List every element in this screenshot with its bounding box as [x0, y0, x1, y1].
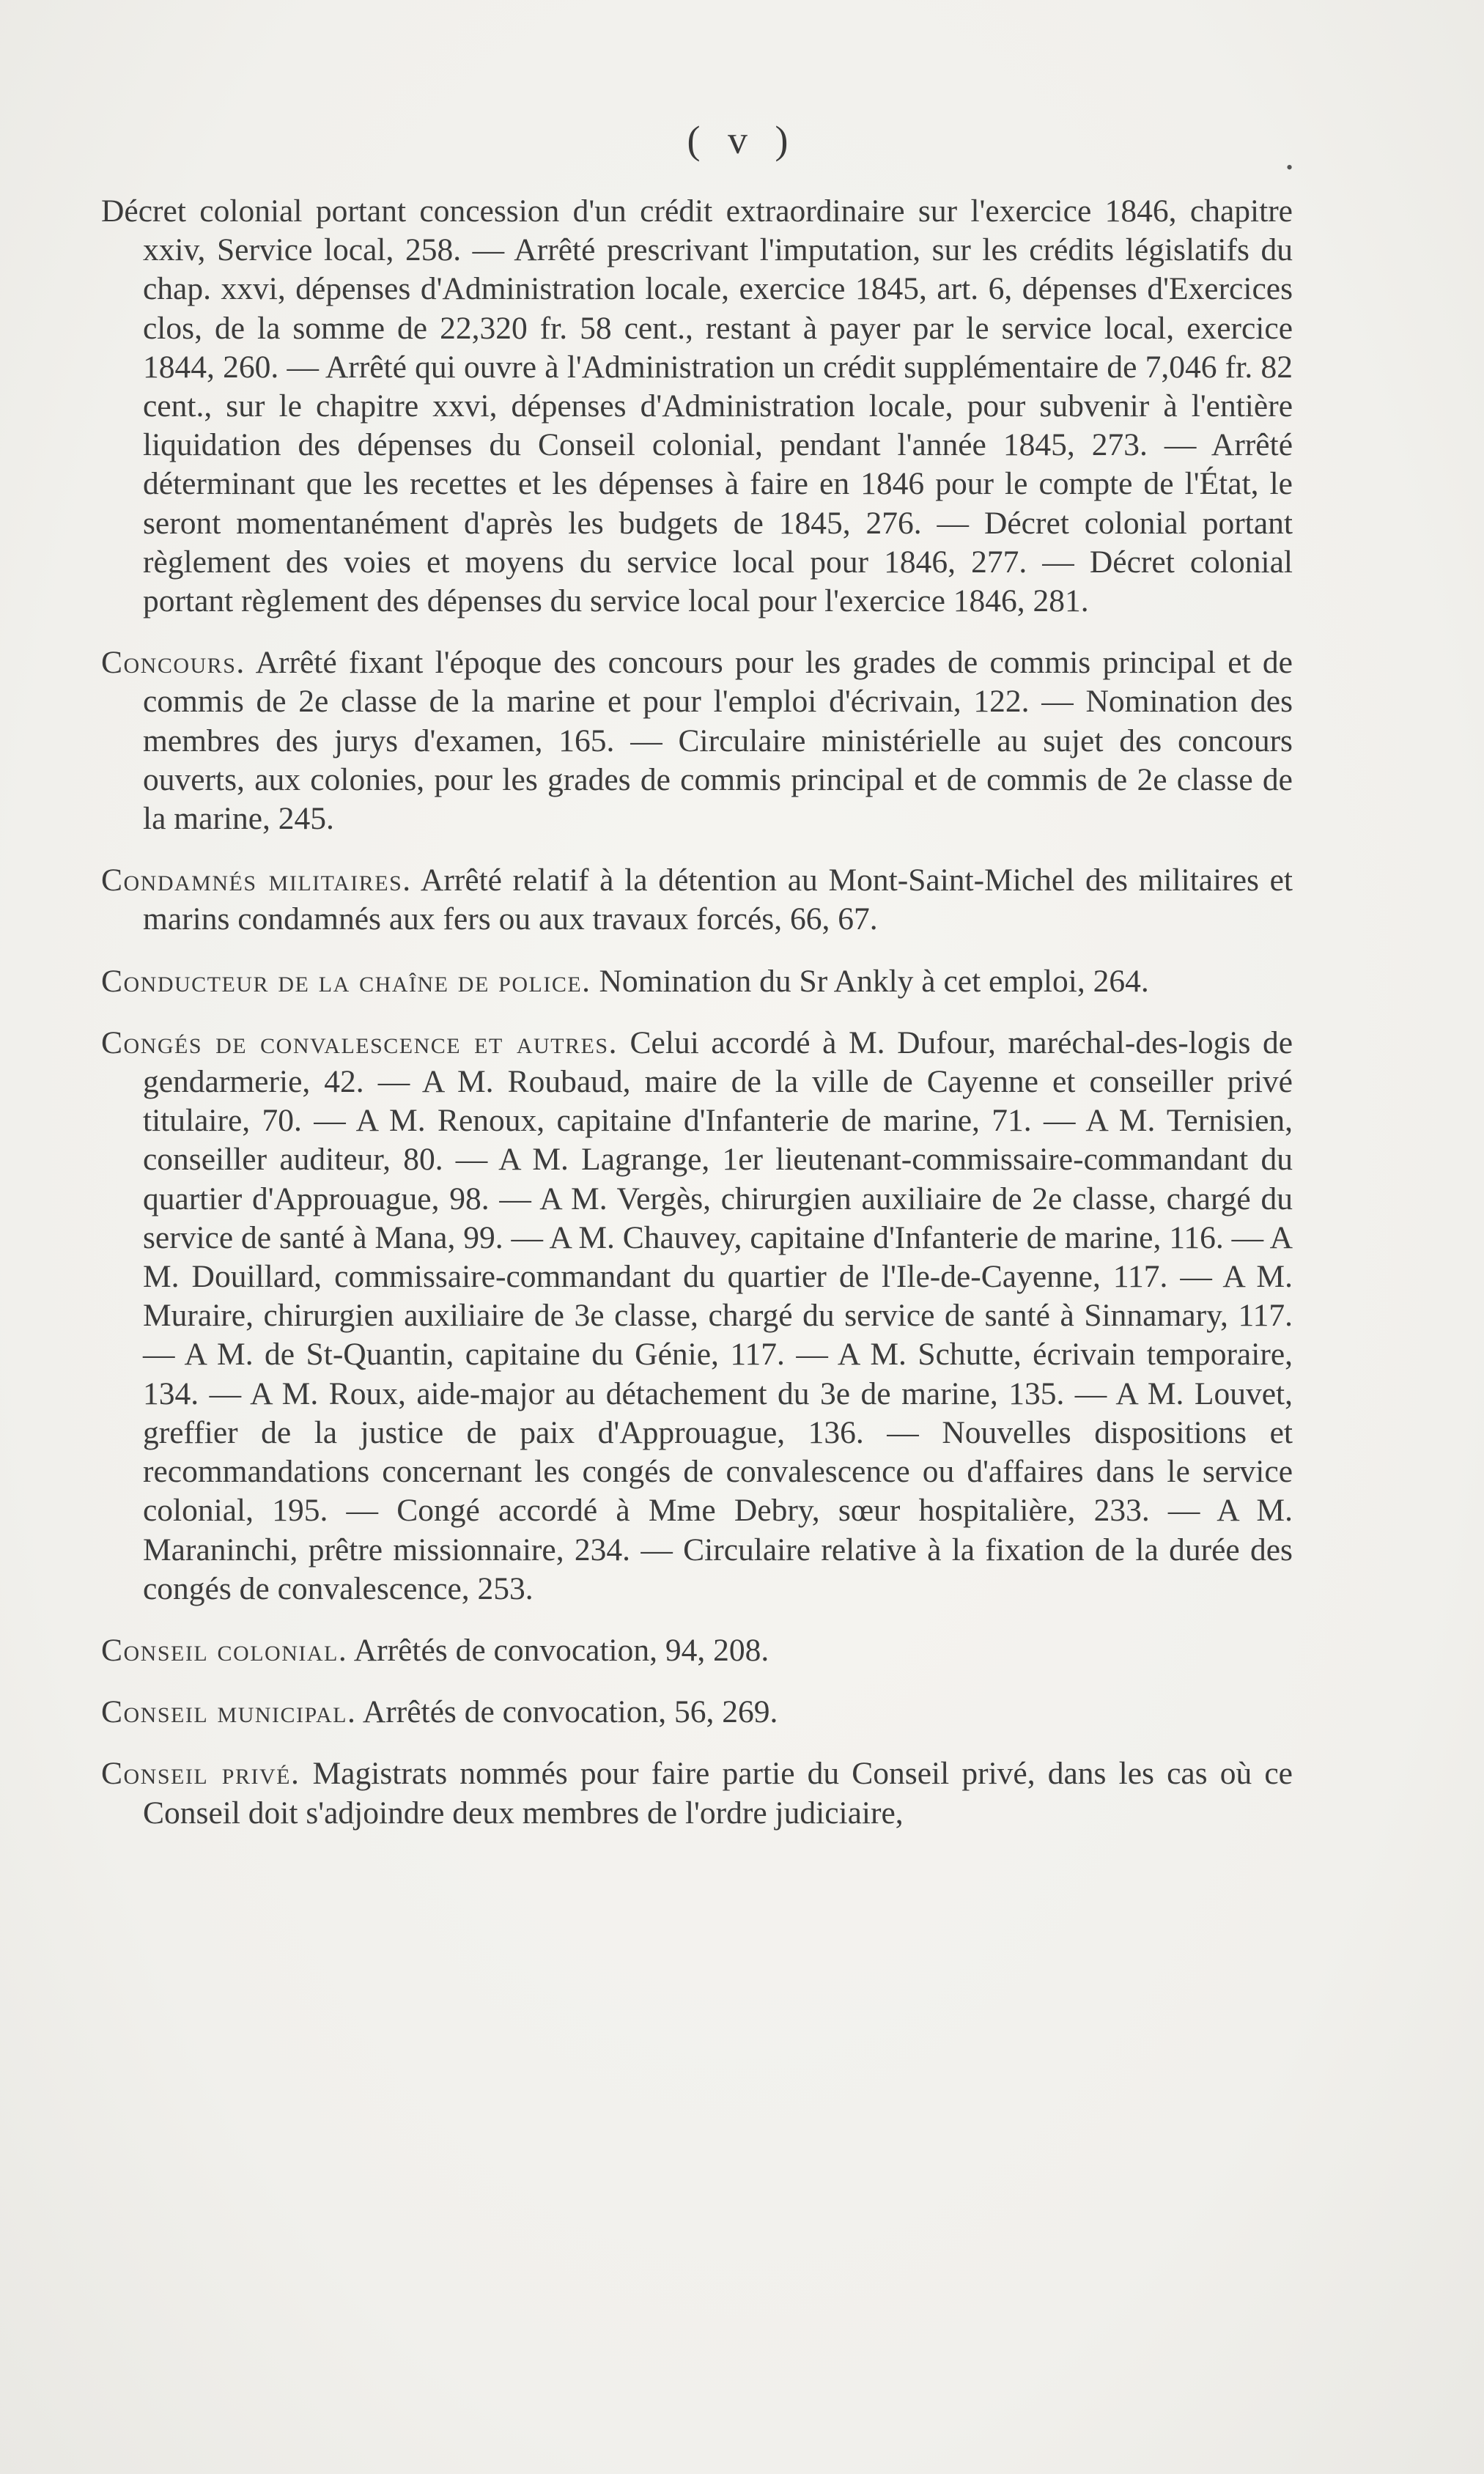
entry-heading: Congés de convalescence et autres. [101, 1024, 618, 1060]
page-number: ( v ) [687, 118, 797, 162]
index-entry-conseil-municipal [101, 1693, 1293, 1732]
entry-heading: Conseil colonial. [101, 1632, 348, 1668]
entry-text: Arrêté relatif à la détention au Mont-Saint-Michel des militaires et marins condamnés aux fers ou aux travaux forcés, 66, 67. [143, 863, 1293, 937]
index-content [101, 192, 1293, 1856]
entry-heading: Conseil municipal. [101, 1694, 357, 1730]
entry-text: Arrêtés de convocation, 56, 269. [362, 1694, 778, 1730]
entry-heading: Concours. [101, 645, 246, 681]
index-entry-concours [101, 643, 1293, 838]
ink-speck: • [1286, 157, 1293, 178]
entry-heading: Conseil privé. [101, 1756, 300, 1792]
index-entry-conducteur-chaine-police [101, 962, 1293, 1001]
entry-text: Nomination du Sr Ankly à cet emploi, 264. [599, 963, 1149, 999]
entry-text: Décret colonial portant concession d'un crédit extraordinaire sur l'exercice 1846, chapitre xxiv, Service local, 258. — Arrêté prescrivant l'imputation, sur les crédits législatifs du chap. xxvi, dépenses d'Administration locale, exercice 1845, art. 6, dépenses d'Exercices clos, de la somme de 22,320 fr. 58 cent., restant à payer par le service local, exercice 1844, 260. — Arrêté qui ouvre à l'Administration un crédit supplémentaire de 7,046 fr. 82 cent., sur le chapitre xxvi, dépenses d'Administration locale, pour subvenir à l'entière liquidation des dépenses du Conseil colonial, pendant l'année 1845, 273. — Arrêté déterminant que les recettes et les dépenses à faire en 1846 pour le compte de l'État, le seront momentanément d'après les budgets de 1845, 276. — Décret colonial portant règlement des voies et moyens du service local pour 1846, 277. — Décret colonial portant règlement des dépenses du service local pour l'exercice 1846, 281. [101, 193, 1293, 619]
entry-text: Magistrats nommés pour faire partie du Conseil privé, dans les cas où ce Conseil doit s'adjoindre deux membres de l'ordre judiciaire, [143, 1756, 1293, 1831]
entry-text: Arrêtés de convocation, 94, 208. [353, 1632, 769, 1668]
index-entry-conges [101, 1024, 1293, 1609]
index-entry-budget-continuation [101, 192, 1293, 621]
index-entry-conseil-prive [101, 1754, 1293, 1832]
index-entry-condamnes-militaires [101, 861, 1293, 939]
index-entry-conseil-colonial [101, 1631, 1293, 1670]
entry-heading: Condamnés militaires. [101, 863, 412, 898]
entry-text: Celui accordé à M. Dufour, maréchal-des-logis de gendarmerie, 42. — A M. Roubaud, maire de la ville de Cayenne et conseiller privé titulaire, 70. — A M. Renoux, capitaine d'Infanterie de marine, 71. — A M. Ternisien, conseiller auditeur, 80. — A M. Lagrange, 1er lieutenant-commissaire-commandant du quartier d'Approuague, 98. — A M. Vergès, chirurgien auxiliaire de 2e classe, chargé du service de santé à Mana, 99. — A M. Chauvey, capitaine d'Infanterie de marine, 116. — A M. Douillard, commissaire-commandant du quartier de l'Ile-de-Cayenne, 117. — A M. Muraire, chirurgien auxiliaire de 3e classe, chargé du service de santé à Sinnamary, 117. — A M. de St-Quantin, capitaine du Génie, 117. — A M. Schutte, écrivain temporaire, 134. — A M. Roux, aide-major au détachement du 3e de marine, 135. — A M. Louvet, greffier de la justice de paix d'Approuague, 136. — Nouvelles dispositions et recommandations concernant les congés de convalescence ou d'affaires dans le service colonial, 195. — Congé accordé à Mme Debry, sœur hospitalière, 233. — A M. Maraninchi, prêtre missionnaire, 234. — Circulaire relative à la fixation de la durée des congés de convalescence, 253. [143, 1024, 1293, 1606]
entry-text: Arrêté fixant l'époque des concours pour les grades de commis principal et de commis de 2e classe de la marine et pour l'emploi d'écrivain, 122. — Nomination des membres des jurys d'examen, 165. — Circulaire ministérielle au sujet des concours ouverts, aux colonies, pour les grades de commis principal et de commis de 2e classe de la marine, 245. [143, 645, 1293, 837]
entry-heading: Conducteur de la chaîne de police. [101, 963, 591, 999]
